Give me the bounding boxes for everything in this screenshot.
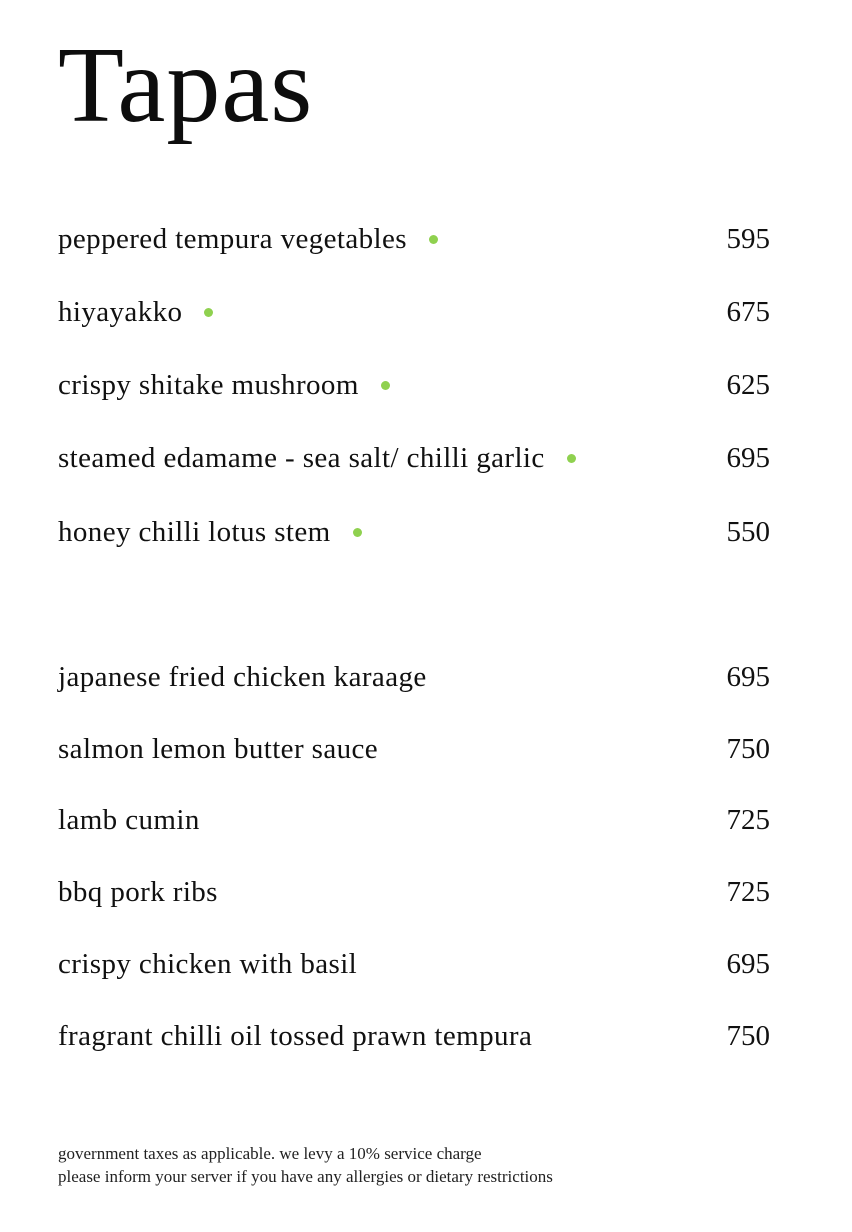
footer-note [58,1142,553,1188]
veg-dot-icon [353,528,362,537]
menu-item [58,800,770,840]
menu-item-price: 695 [726,661,770,693]
menu-item-name-wrapper [58,219,438,259]
menu-item-price: 550 [726,516,770,548]
menu-item [58,657,770,697]
menu-item-name: honey chilli lotus stem [58,516,331,548]
menu-item [58,292,770,332]
menu-item-name: fragrant chilli oil tossed prawn tempura [58,1020,533,1052]
service-charge-note: government taxes as applicable. we levy a 10% service charge [58,1144,482,1163]
menu-item-name: lamb cumin [58,804,200,836]
veg-dot-icon [429,235,438,244]
menu-item [58,438,770,478]
menu-item-name-wrapper [58,365,390,405]
veg-dot-icon [567,454,576,463]
menu-item-name-wrapper [58,292,213,332]
menu-item-price: 695 [726,948,770,980]
menu-item-price: 595 [726,223,770,255]
page-title: Tapas [58,26,314,145]
menu-item-price: 625 [726,369,770,401]
veg-dot-icon [204,308,213,317]
menu-item-name-wrapper [58,512,362,552]
menu-item [58,1016,770,1056]
menu-item-price: 725 [726,876,770,908]
veg-dot-icon [381,381,390,390]
menu-item-name: bbq pork ribs [58,876,218,908]
menu-item-price: 725 [726,804,770,836]
menu-item [58,872,770,912]
allergy-note: please inform your server if you have any allergies or dietary restrictions [58,1167,553,1186]
menu-item-price: 695 [726,442,770,474]
menu-item [58,944,770,984]
menu-item [58,512,770,552]
menu-item [58,365,770,405]
menu-item-name: hiyayakko [58,296,183,328]
menu-item [58,219,770,259]
menu-item-name: steamed edamame - sea salt/ chilli garlic [58,442,545,474]
menu-item-price: 750 [726,733,770,765]
menu-item-name: peppered tempura vegetables [58,223,407,255]
menu-item-name: japanese fried chicken karaage [58,661,427,693]
menu-item-name: crispy shitake mushroom [58,369,359,401]
menu-item-name-wrapper [58,438,576,478]
menu-item [58,729,770,769]
menu-item-name: crispy chicken with basil [58,948,358,980]
menu-item-price: 675 [726,296,770,328]
menu-item-name: salmon lemon butter sauce [58,733,379,765]
menu-item-price: 750 [726,1020,770,1052]
